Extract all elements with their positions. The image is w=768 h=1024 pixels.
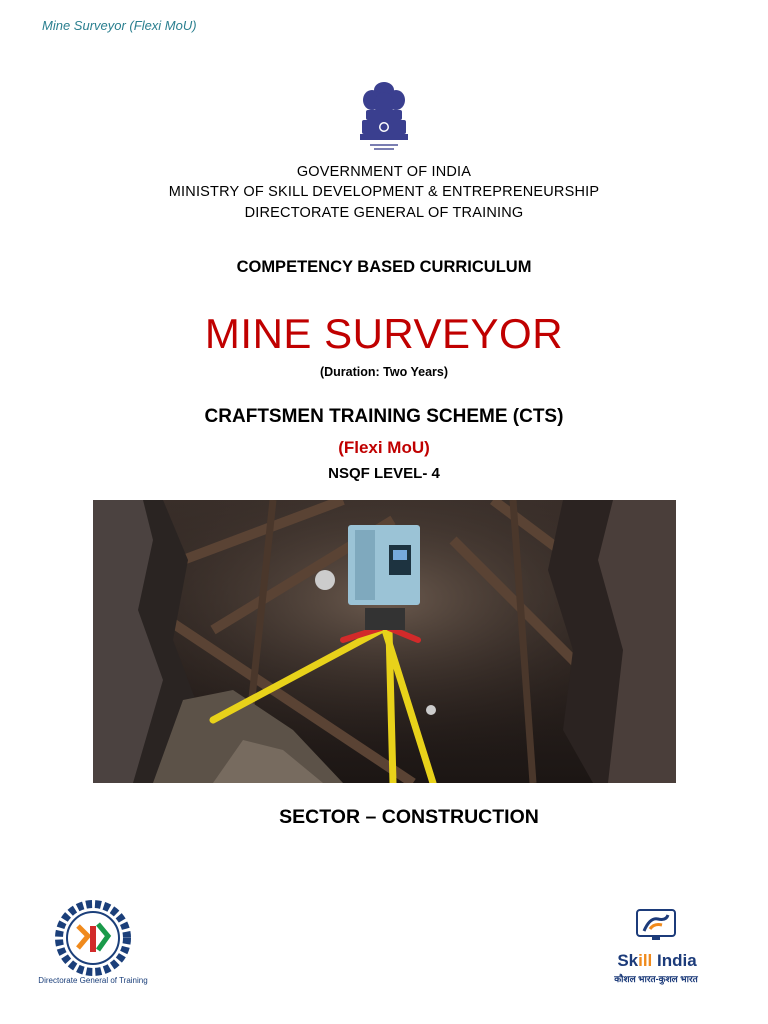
running-header: Mine Surveyor (Flexi MoU) <box>42 18 197 33</box>
scheme-heading: CRAFTSMEN TRAINING SCHEME (CTS) <box>204 406 564 427</box>
curriculum-heading: COMPETENCY BASED CURRICULUM <box>236 258 532 276</box>
skill-india-icon <box>636 909 676 941</box>
scheme-variant: (Flexi MoU) <box>338 438 430 457</box>
nsqf-level: NSQF LEVEL- 4 <box>328 465 440 482</box>
duration-text: (Duration: Two Years) <box>319 365 449 379</box>
skill-india-tagline: कौशल भारत-कुशल भारत <box>614 974 698 984</box>
skill-india-wordmark: Skill India <box>617 951 697 970</box>
cover-photo <box>93 500 676 783</box>
sector-label: SECTOR – CONSTRUCTION <box>279 806 539 828</box>
directorate-line: DIRECTORATE GENERAL OF TRAINING <box>244 205 524 221</box>
dgt-caption: Directorate General of Training <box>38 976 148 985</box>
dgt-logo-icon <box>48 896 138 988</box>
state-emblem-icon <box>356 80 412 162</box>
trade-title: MINE SURVEYOR <box>204 310 564 357</box>
government-line: GOVERNMENT OF INDIA <box>296 164 472 180</box>
ministry-line: MINISTRY OF SKILL DEVELOPMENT & ENTREPRENEURSHIP <box>168 184 600 200</box>
